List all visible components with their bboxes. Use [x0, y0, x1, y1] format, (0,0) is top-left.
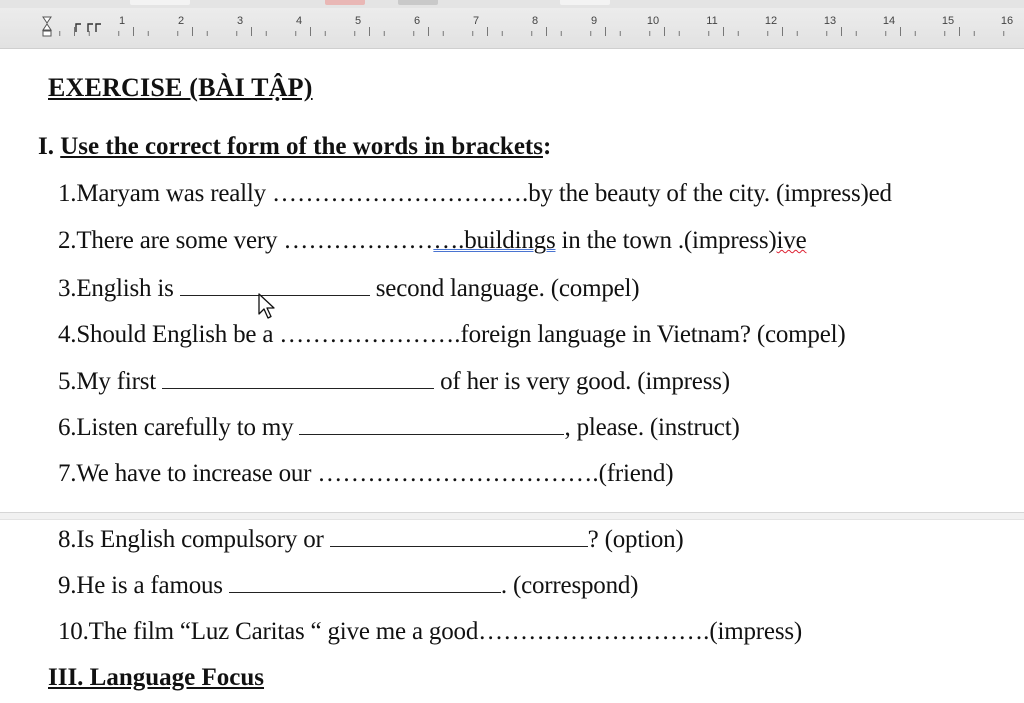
q1-text-before: 1.Maryam was really	[58, 180, 272, 207]
question-9	[58, 572, 638, 600]
q6-blank-line	[299, 416, 564, 435]
section-number: I.	[38, 133, 54, 160]
section-3-heading: III. Language Focus	[48, 664, 265, 691]
window-top-strip	[0, 0, 1024, 8]
ruler-number: 3	[236, 15, 244, 27]
ruler-number: 8	[531, 15, 539, 27]
question-8	[58, 526, 684, 554]
q2-dotted-blank: ………………	[283, 227, 434, 254]
ruler-number: 9	[590, 15, 598, 27]
ruler-number: 2	[177, 15, 185, 27]
document-title: EXERCISE (BÀI TẬP)	[48, 73, 313, 102]
ruler-number: 14	[882, 15, 896, 27]
q5-text-before: 5.My first	[58, 368, 163, 395]
section-heading-text: Use the correct form of the words in brackets	[60, 133, 543, 160]
indent-marker-icon[interactable]	[43, 17, 51, 36]
q2-text-after: in the town .(impress)	[555, 227, 777, 254]
question-10	[58, 618, 802, 646]
ruler-number: 16	[1000, 15, 1014, 27]
tab-stop-icon[interactable]	[76, 24, 101, 32]
q10-text-before: 10.The film “Luz Caritas “ give me a good	[58, 618, 479, 645]
q3-text-after: second language. (compel)	[369, 275, 640, 302]
q2-text-before: 2.There are some very	[58, 227, 284, 254]
q6-text-after: , please. (instruct)	[564, 414, 740, 441]
q8-blank-line	[330, 528, 588, 547]
ruler-number: 7	[472, 15, 480, 27]
ruler-number: 15	[941, 15, 955, 27]
toolbar-tab-red[interactable]	[325, 0, 365, 5]
q2-spellcheck-word: ive	[776, 227, 807, 254]
q9-text-before: 9.He is a famous	[58, 572, 229, 599]
q4-dotted-blank: ………………….	[279, 321, 461, 348]
ruler-number: 13	[823, 15, 837, 27]
q9-blank-line	[229, 574, 501, 593]
q5-text-after: of her is very good. (impress)	[434, 368, 730, 395]
ruler-number: 5	[354, 15, 362, 27]
section-colon: :	[542, 133, 552, 160]
q3-text-before: 3.English is	[58, 275, 180, 302]
q9-text-after: . (correspond)	[500, 572, 639, 599]
toolbar-tab[interactable]	[560, 0, 610, 5]
ruler-number: 10	[646, 15, 660, 27]
question-4	[58, 321, 845, 349]
q5-blank-line	[162, 370, 434, 389]
question-1	[58, 180, 892, 208]
ruler-number: 12	[764, 15, 778, 27]
question-5	[58, 368, 730, 396]
q4-text-before: 4.Should English be a	[58, 321, 280, 348]
ruler-number: 1	[118, 15, 126, 27]
q8-text-after: ? (option)	[587, 526, 684, 553]
toolbar-tab[interactable]	[130, 0, 190, 5]
section-1-heading	[38, 133, 551, 161]
page-break	[0, 512, 1024, 520]
q1-dotted-blank: ………………………….	[271, 180, 529, 207]
q7-text-before: 7.We have to increase our	[58, 460, 318, 487]
q10-text-after: (impress)	[709, 618, 803, 645]
question-3	[58, 275, 639, 303]
ruler-ticks	[0, 8, 1024, 48]
ruler-number: 6	[413, 15, 421, 27]
question-6	[58, 414, 740, 442]
q6-text-before: 6.Listen carefully to my	[58, 414, 300, 441]
question-7	[58, 460, 673, 488]
q4-text-after: foreign language in Vietnam? (compel)	[460, 321, 846, 348]
question-2	[58, 227, 807, 255]
toolbar-tab-selected[interactable]	[398, 0, 438, 5]
mouse-cursor-icon	[257, 292, 277, 322]
ruler-number: 4	[295, 15, 303, 27]
q2-grammar-marked-word: ….buildings	[433, 227, 556, 254]
q8-text-before: 8.Is English compulsory or	[58, 526, 330, 553]
q1-text-after: by the beauty of the city. (impress)ed	[528, 180, 892, 207]
q10-dotted-blank: ……………………….	[478, 618, 710, 645]
q7-dotted-blank: …………………………….	[317, 460, 599, 487]
q7-text-after: (friend)	[598, 460, 674, 487]
ruler-number: 11	[706, 15, 718, 27]
horizontal-ruler[interactable]	[0, 8, 1024, 49]
